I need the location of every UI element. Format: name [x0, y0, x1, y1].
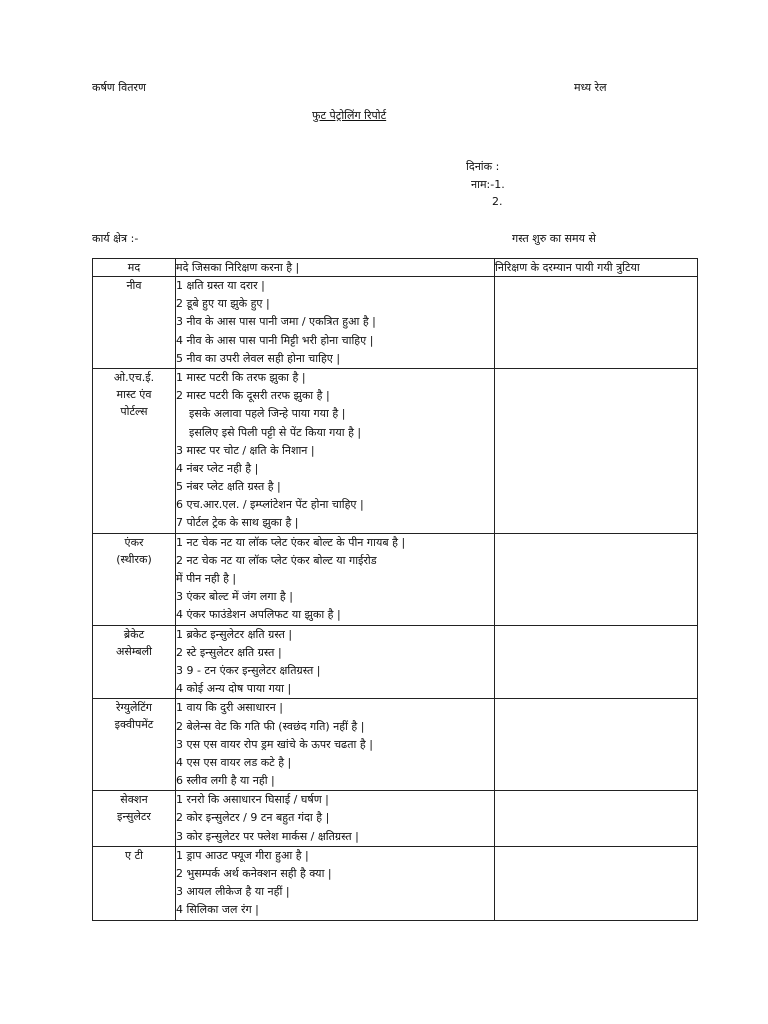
check-item: 3 9 - टन एंकर इन्सुलेटर क्षतिग्रस्त | [176, 663, 321, 677]
name-label-2: 2. [492, 195, 503, 208]
table-row [93, 277, 698, 369]
item-label: रेग्युलेटिंग [115, 701, 152, 715]
item-cell [93, 846, 176, 920]
date-label: दिनांक : [466, 160, 500, 173]
check-item: 1 वाय कि दुरी असाधारन | [176, 701, 283, 715]
item-cell [93, 533, 176, 625]
item-label: इक्वीपमेंट [114, 718, 154, 732]
item-label: ए टी [125, 848, 143, 862]
name-label-1: नाम:-1. [471, 178, 505, 191]
findings-cell[interactable] [495, 533, 698, 625]
check-item: 3 मास्ट पर चोट / क्षति के निशान | [176, 443, 315, 457]
railway-label: मध्य रेल [574, 81, 607, 94]
checks-cell [176, 277, 495, 369]
item-cell [93, 277, 176, 369]
page-title: फुट पेट्रोलिंग रिपोर्ट [312, 109, 387, 122]
checks-cell [176, 625, 495, 699]
check-item: 1 रनरो कि असाधारन घिसाई / घर्षण | [176, 793, 329, 807]
inspection-table [92, 258, 698, 921]
findings-cell[interactable] [495, 625, 698, 699]
findings-cell[interactable] [495, 368, 698, 533]
check-item: 2 कोर इन्सुलेटर / 9 टन बहुत गंदा है | [176, 811, 330, 825]
check-item: 2 नट चेक नट या लॉक प्लेट एंकर बोल्ट या गाईरोड [176, 553, 377, 567]
item-label: इन्सुलेटर [117, 810, 151, 824]
table-row [93, 533, 698, 625]
findings-cell[interactable] [495, 791, 698, 847]
check-item: 1 ब्रकेट इन्सुलेटर क्षति ग्रस्त | [176, 627, 293, 641]
check-item: में पीन नही है | [176, 572, 237, 585]
checks-cell [176, 533, 495, 625]
check-item: 2 मास्ट पटरी कि दूसरी तरफ झुका है | [176, 389, 330, 403]
check-item: 3 नीव के आस पास पानी जमा / एकत्रित हुआ है | [176, 315, 376, 329]
findings-cell[interactable] [495, 277, 698, 369]
check-item: इसके अलावा पहले जिन्हे पाया गया है | [189, 407, 346, 421]
column-header-findings: निरिक्षण के दरम्यान पायी गयी त्रुटिया [495, 259, 698, 277]
table-row [93, 699, 698, 791]
item-label: (स्थीरक) [116, 552, 152, 566]
checks-cell [176, 846, 495, 920]
item-label: असेम्बली [115, 644, 152, 658]
check-item: 1 ड्राप आउट फ्यूज गीरा हुआ है | [176, 848, 309, 862]
table-header-row [93, 259, 698, 277]
checks-cell [176, 368, 495, 533]
check-item: 3 कोर इन्सुलेटर पर फ्लेश मार्कस / क्षतिग्रस्त | [176, 829, 359, 843]
check-item: 2 डूबे हुए या झुके हुए | [176, 297, 270, 311]
item-label: पोर्टल्स [120, 404, 148, 418]
check-item: 4 कोई अन्य दोष पाया गया | [176, 682, 292, 696]
check-item: 6 स्लीव लगी है या नही | [176, 774, 275, 788]
check-item: 4 नीव के आस पास पानी मिट्टी भरी होना चाहिए | [176, 333, 374, 347]
check-item: 2 स्टे इन्सुलेटर क्षति ग्रस्त | [176, 645, 282, 659]
table-row [93, 368, 698, 533]
table-row [93, 791, 698, 847]
check-item: 1 क्षति ग्रस्त या दरार | [176, 279, 265, 292]
item-label: नीव [126, 279, 142, 292]
item-label: ब्रेकेट [123, 627, 145, 641]
check-item: 3 एंकर बोल्ट में जंग लगा है | [176, 590, 293, 604]
checks-cell [176, 699, 495, 791]
check-item: 4 सिलिका जल रंग | [176, 903, 259, 917]
check-item: 2 भुसम्पर्क अर्थ कनेक्शन सही है क्या | [176, 867, 332, 880]
check-item: 4 एंकर फाउंडेशन अपलिफट या झुका है | [176, 608, 341, 622]
findings-cell[interactable] [495, 846, 698, 920]
item-label: सेक्शन [120, 793, 148, 807]
check-item: 4 नंबर प्लेट नही है | [176, 461, 259, 475]
item-cell [93, 699, 176, 791]
item-label: ओ.एच.ई. [113, 370, 155, 384]
column-header-item: मद [93, 259, 176, 277]
item-cell [93, 791, 176, 847]
item-label: मास्ट एंव [116, 387, 152, 401]
table-row [93, 846, 698, 920]
check-item: 7 पोर्टल ट्रेक के साथ झुका है | [176, 516, 299, 530]
check-item: 5 नंबर प्लेट क्षति ग्रस्त है | [176, 480, 281, 494]
check-item: 1 नट चेक नट या लॉक प्लेट एंकर बोल्ट के पीन गायब है | [176, 535, 406, 549]
check-item: 5 नीव का उपरी लेवल सही होना चाहिए | [176, 351, 341, 365]
column-header-checks: मदे जिसका निरिक्षण करना है | [176, 259, 495, 277]
checks-cell [176, 791, 495, 847]
item-cell [93, 368, 176, 533]
check-item: 1 मास्ट पटरी कि तरफ झुका है | [176, 370, 306, 384]
check-item: 4 एस एस वायर लड कटे है | [176, 755, 292, 769]
table-row [93, 625, 698, 699]
item-cell [93, 625, 176, 699]
check-item: 2 बेलेन्स वेट कि गति फी (स्वछंद गति) नहीं है | [176, 719, 365, 733]
work-area-label: कार्य क्षेत्र :- [92, 232, 139, 245]
check-item: 6 एच.आर.एल. / इम्प्लांटेशन पेंट होना चाहिए | [176, 498, 364, 512]
check-item: इसलिए इसे पिली पट्टी से पेंट किया गया है | [189, 425, 362, 439]
department-label: कर्षण वितरण [92, 81, 146, 94]
item-label: एंकर [124, 535, 144, 549]
findings-cell[interactable] [495, 699, 698, 791]
patrol-time-label: गस्त शुरु का समय से [512, 232, 596, 245]
check-item: 3 एस एस वायर रोप ड्रम खांचे के ऊपर चढता है | [176, 737, 373, 751]
check-item: 3 आयल लीकेज है या नहीं | [176, 885, 290, 899]
